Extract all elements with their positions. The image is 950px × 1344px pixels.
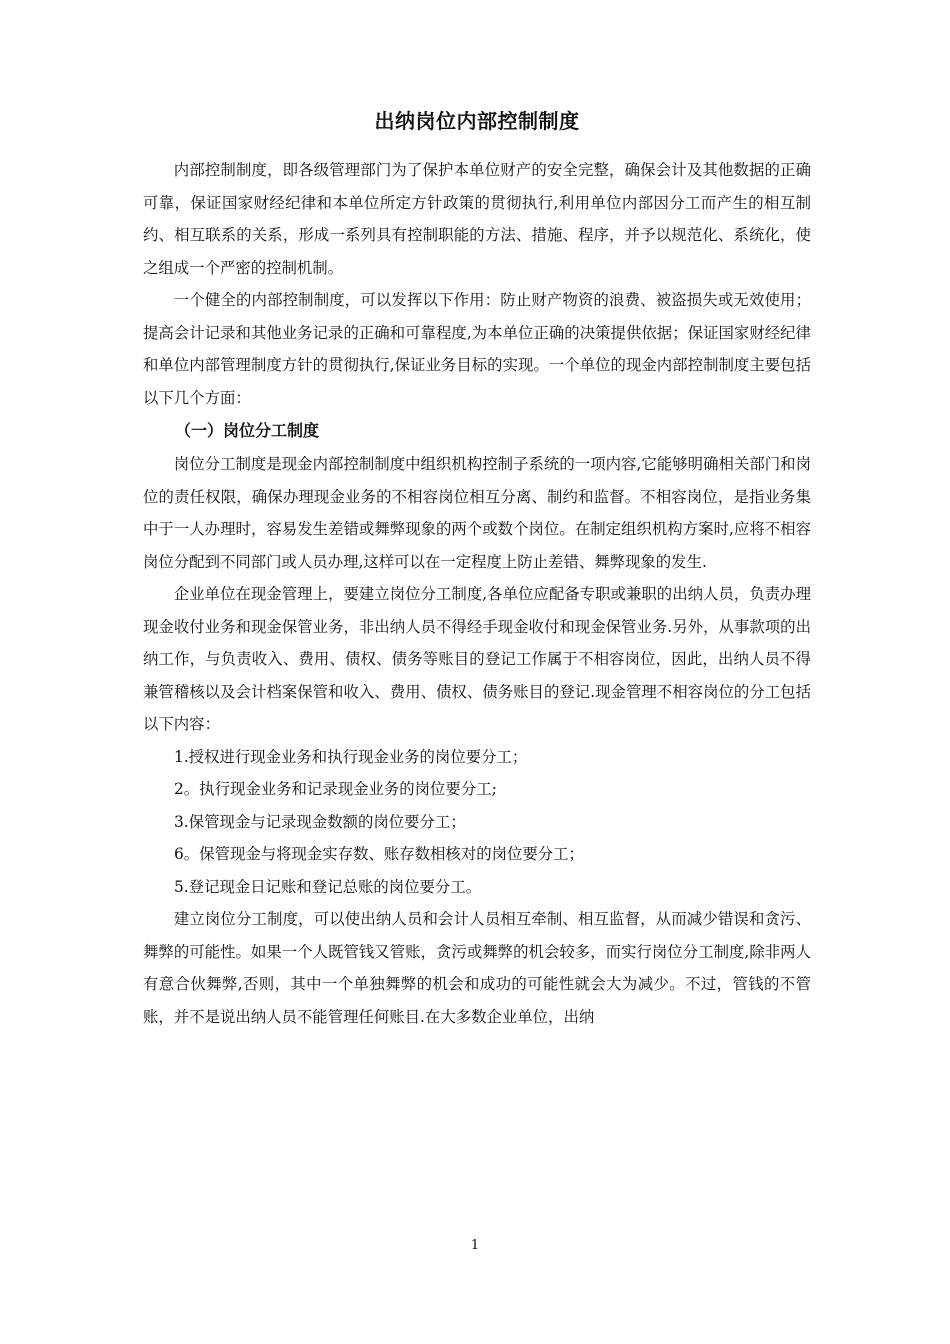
page-number: 1 — [470, 1238, 480, 1253]
list-item: 5.登记现金日记账和登记总账的岗位要分工。 — [174, 877, 482, 896]
list-item: 3.保管现金与记录现金数额的岗位要分工； — [174, 812, 466, 831]
list-item: 1.授权进行现金业务和执行现金业务的岗位要分工； — [174, 747, 528, 766]
section-paragraph-1: 岗位分工制度是现金内部控制制度中组织机构控制子系统的一项内容,它能够明确相关部门和岗位的责任权限，确保办理现金业务的不相容岗位相互分离、制约和监督。不相容岗位，是指业务集中于一人办理时，容易发生差错或舞弊现象的两个或数个岗位。在制定组织机构方案时,应将不相容岗位分配到不同部门或人员办理,这样可以在一定程度上防止差错、舞弊现象的发生. — [143, 455, 811, 571]
section-paragraph-2: 企业单位在现金管理上，要建立岗位分工制度,各单位应配备专职或兼职的出纳人员，负责办理现金收付业务和现金保管业务，非出纳人员不得经手现金收付和现金保管业务.另外，从事款项的出纳工作，与负责收入、费用、债权、债务等账目的登记工作属于不相容岗位，因此，出纳人员不得兼管稽核以及会计档案保管和收入、费用、债权、债务账目的登记.现金管理不相容岗位的分工包括以下内容： — [143, 585, 811, 733]
intro-paragraph-2: 一个健全的内部控制制度，可以发挥以下作用：防止财产物资的浪费、被盗损失或无效使用；提高会计记录和其他业务记录的正确和可靠程度,为本单位正确的决策提供依据；保证国家财经纪律和单位内部管理制度方针的贯彻执行,保证业务目标的实现。一个单位的现金内部控制制度主要包括以下几个方面： — [143, 291, 811, 407]
document-body — [143, 106, 811, 1033]
list-item: 6。保管现金与将现金实存数、账存数相核对的岗位要分工； — [174, 845, 584, 863]
duty-separation-list — [143, 741, 811, 904]
intro-paragraph-1: 内部控制制度，即各级管理部门为了保护本单位财产的安全完整，确保会计及其他数据的正确可靠，保证国家财经纪律和本单位所定方针政策的贯彻执行,利用单位内部因分工而产生的相互制约、相互联系的关系，形成一系列具有控制职能的方法、措施、程序，并予以规范化、系统化，使之组成一个严密的控制机制。 — [143, 161, 811, 277]
section-heading: （一）岗位分工制度 — [175, 421, 320, 440]
closing-paragraph: 建立岗位分工制度，可以使出纳人员和会计人员相互牵制、相互监督，从而减少错误和贪污、舞弊的可能性。如果一个人既管钱又管账，贪污或舞弊的机会较多，而实行岗位分工制度,除非两人有意合伙舞弊,否则，其中一个单独舞弊的机会和成功的可能性就会大为减少。不过，管钱的不管账，并不是说出纳人员不能管理任何账目.在大多数企业单位，出纳 — [143, 910, 811, 1026]
document-title: 出纳岗位内部控制制度 — [374, 109, 580, 133]
list-item: 2。执行现金业务和记录现金业务的岗位要分工; — [174, 780, 497, 798]
